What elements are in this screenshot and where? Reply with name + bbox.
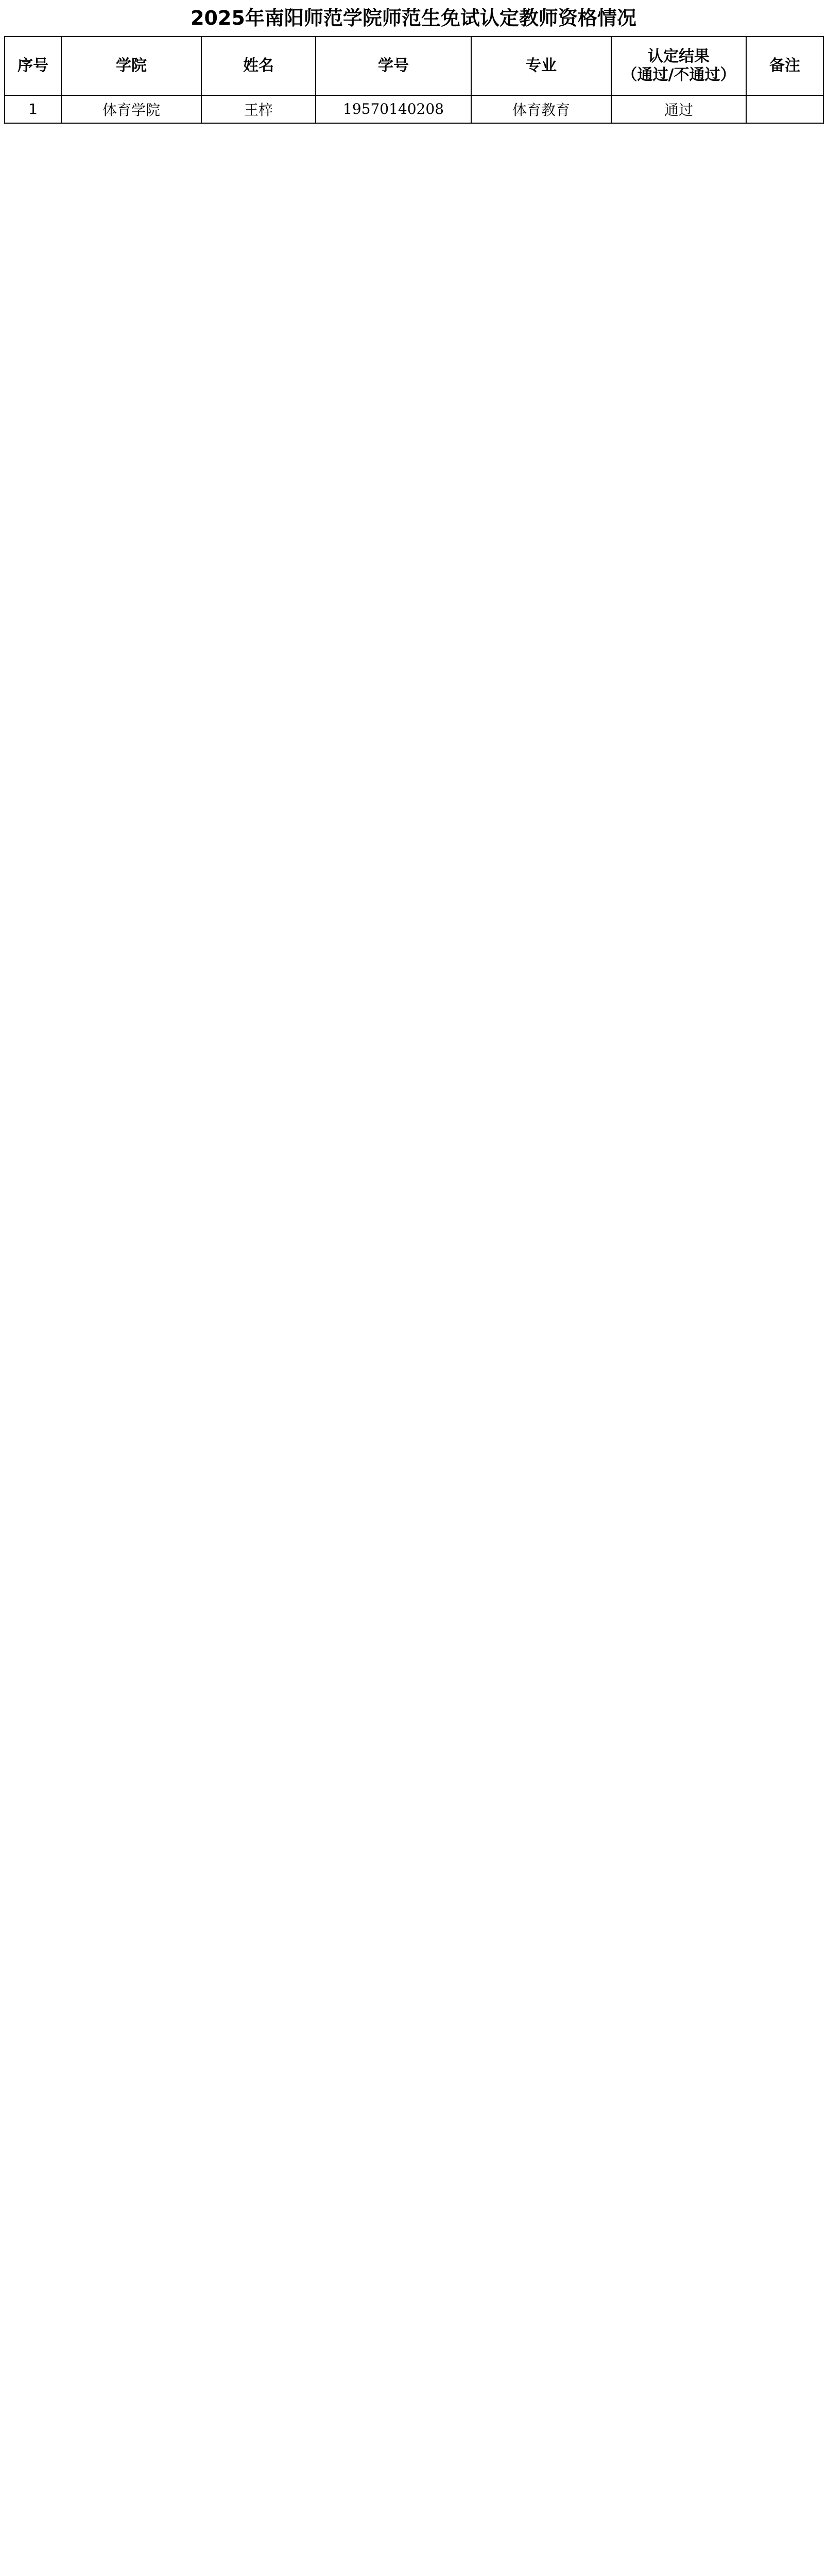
header-student-id: 学号 bbox=[316, 37, 471, 95]
page bbox=[0, 0, 827, 124]
cell-name: 王梓 bbox=[201, 95, 316, 123]
header-remark: 备注 bbox=[746, 37, 823, 95]
header-major: 专业 bbox=[471, 37, 611, 95]
header-result-line1: 认定结果 bbox=[648, 47, 710, 65]
header-seq: 序号 bbox=[5, 37, 61, 95]
table-header-row bbox=[5, 37, 823, 95]
cell-seq: 1 bbox=[5, 95, 61, 123]
header-name: 姓名 bbox=[201, 37, 316, 95]
cell-major: 体育教育 bbox=[471, 95, 611, 123]
table-row bbox=[5, 95, 823, 123]
table-body bbox=[5, 95, 823, 123]
cell-result: 通过 bbox=[611, 95, 746, 123]
header-result bbox=[611, 37, 746, 95]
cell-student-id: 19570140208 bbox=[316, 95, 471, 123]
cell-remark bbox=[746, 95, 823, 123]
qualification-table bbox=[4, 36, 824, 124]
header-result-line2: （通过/不通过） bbox=[622, 66, 736, 84]
header-college: 学院 bbox=[61, 37, 201, 95]
document-title: 2025年南阳师范学院师范生免试认定教师资格情况 bbox=[191, 7, 636, 29]
cell-college: 体育学院 bbox=[61, 95, 201, 123]
